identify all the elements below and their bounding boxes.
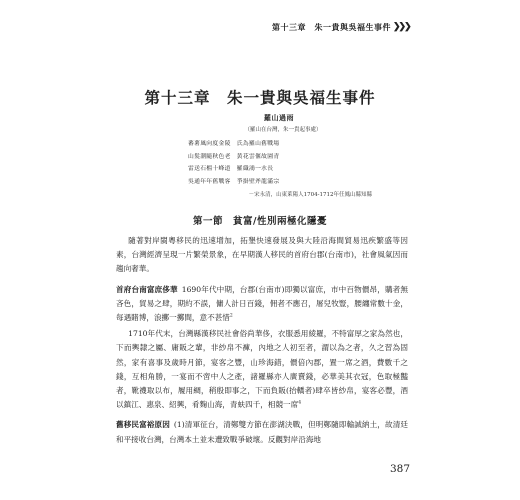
body-text — [116, 234, 408, 449]
epigraph-poem — [188, 113, 378, 198]
footnote-marker: 4 — [298, 400, 302, 406]
poem-source: （羅山在台灣，朱一貴起事處） — [244, 127, 322, 133]
footnote-marker: 2 — [229, 313, 233, 319]
paragraph — [116, 283, 408, 326]
page-number: 387 — [390, 463, 411, 475]
running-header — [272, 21, 412, 33]
running-header-text: 第十三章 朱一貴與吳福生事件 — [272, 21, 391, 32]
paragraph — [116, 234, 408, 277]
paragraph — [116, 327, 408, 412]
paragraph-text: 隨著對岸閩粵移民的迅速增加，拓墾快速發展及與大陸沿海間貿易迅疾繁盛等因素，台灣經濟呈現一片繁榮景象，在早期漢人移民的首府台郡(台南市)，社會風氣因而趨向奢華。 — [116, 236, 408, 274]
paragraph-text: 1690年代中期，台郡(台南市)即獨以富庶，市中百物價昂，購者無吝色，貿易之肆，期約不誤，傭人計日百錢，佣者不應召，屠兒牧豎，腰纏常數十金，每遇賭博，浪擲一擲間，意不甚惜 — [116, 284, 408, 323]
poem-title: 羅山過雨 — [264, 113, 294, 122]
poem-line: 蕃薯風向度金陵 氏為羅山舊戰場 — [188, 141, 280, 147]
paragraph-text: (1)清軍征台，清鄭雙方節在澎湖決戰，但明鄭隨即輸誠納土，故清廷和平接收台灣，台灣本土並未遭致戰爭破壞。反觀對岸沿海地 — [116, 420, 408, 444]
poem-line: 雷送石榴十峰道 羅織鴻一水長 — [188, 166, 274, 173]
paragraph-subhead: 首府台南富庶侈華 — [116, 284, 178, 294]
double-chevron-right-icon: ❯ ❯ ❯ — [393, 22, 412, 32]
poem-line: 吳通年年舊戰客 爭掛壁斧龍滿宗 — [188, 178, 280, 185]
paragraph-text: 1710年代末，台灣縣漢移民社會俗尚華侈，衣服悉用綾羅，不特富厚之家為然也，下而輿隸之屬、庸販之輩，非紗帛不褲，內地之人初至者，謂以為之者，久之習為固然，家有喜事及歲時月節，宴客之豐，山珍海錯，價倍內郡，置一席之酒，費數千之錢，互相角勝，一宴而不啻中人之產，諸羅縣亦人廣賣錢，必華美其衣冠，色取極豔者，靴襪取以布，履用綢，稍殷即事之，下而負販(抬轎者)肆卒皆紗帛，宴客必豐，酒以鎮江、惠泉、紹興，肴麴山海，青蚨四千，相競一席 — [116, 329, 408, 410]
section-title: 第一節 貧富/性別兩極化隱憂 — [193, 216, 327, 227]
poem-line: 山髮潮隨秋色老 黃花雲偃故園青 — [188, 153, 280, 160]
paragraph-subhead: 舊移民富裕原因 — [116, 420, 170, 430]
paragraph — [116, 418, 408, 446]
poem-attribution: －宋永清，山東萊陽人1704-1712年任鳳山縣知縣 — [248, 191, 372, 198]
chapter-title: 第十三章 朱一貴與吳福生事件 — [144, 88, 376, 107]
